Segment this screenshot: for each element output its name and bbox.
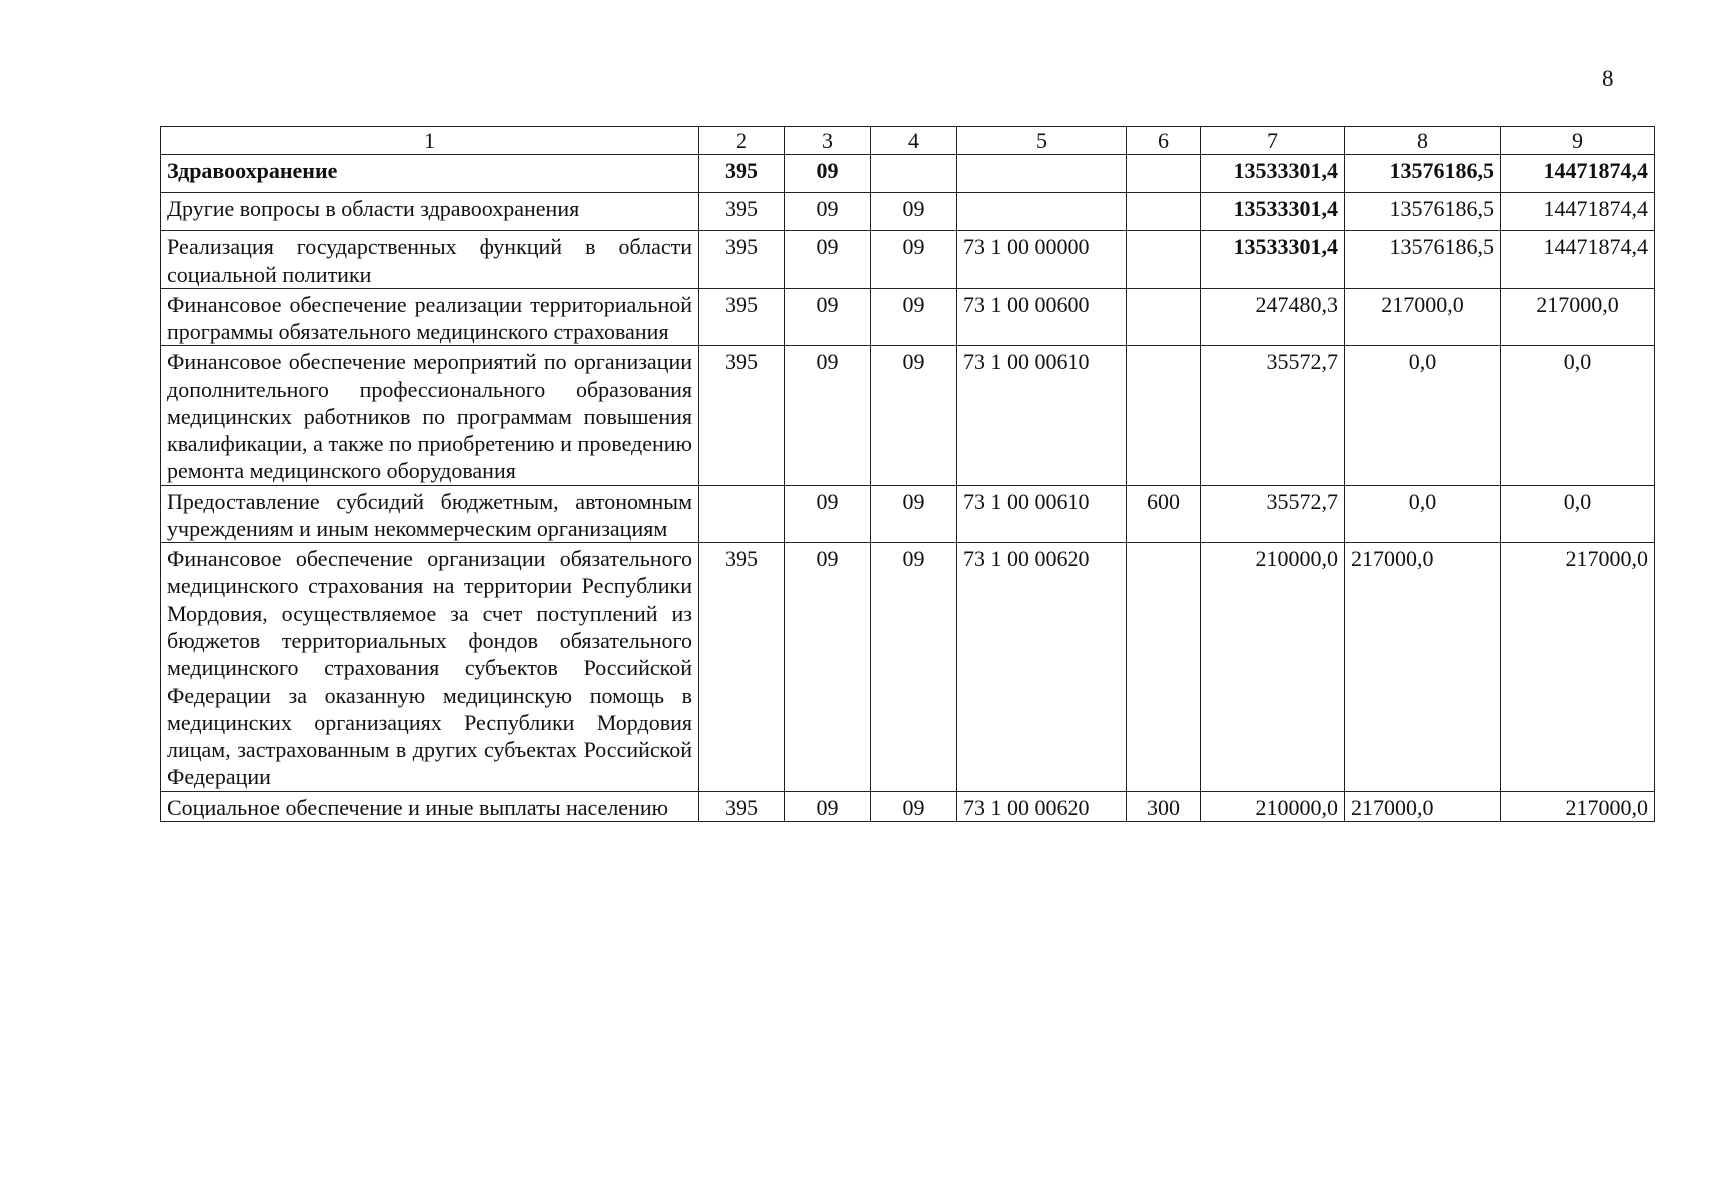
cell-col-3: 09 xyxy=(785,543,871,791)
cell-col-7: 210000,0 xyxy=(1201,543,1345,791)
cell-col-9: 14471874,4 xyxy=(1501,193,1655,231)
row-name: Реализация государственных функций в области социальной политики xyxy=(161,231,699,289)
cell-col-3: 09 xyxy=(785,791,871,821)
cell-col-5 xyxy=(957,193,1127,231)
table-row xyxy=(161,193,1655,231)
cell-col-9: 14471874,4 xyxy=(1501,155,1655,193)
cell-col-7: 210000,0 xyxy=(1201,791,1345,821)
cell-col-8: 217000,0 xyxy=(1345,543,1501,791)
cell-col-2 xyxy=(699,485,785,543)
cell-col-3: 09 xyxy=(785,346,871,485)
cell-col-2: 395 xyxy=(699,155,785,193)
cell-col-4: 09 xyxy=(871,543,957,791)
table-row xyxy=(161,231,1655,289)
cell-col-8: 13576186,5 xyxy=(1345,193,1501,231)
cell-col-7: 13533301,4 xyxy=(1201,231,1345,289)
cell-col-6: 300 xyxy=(1127,791,1201,821)
table-row xyxy=(161,346,1655,485)
cell-col-9: 0,0 xyxy=(1501,485,1655,543)
cell-col-9: 14471874,4 xyxy=(1501,231,1655,289)
cell-col-6 xyxy=(1127,193,1201,231)
column-number: 1 xyxy=(161,127,699,155)
column-number: 4 xyxy=(871,127,957,155)
cell-col-2: 395 xyxy=(699,193,785,231)
cell-col-3: 09 xyxy=(785,231,871,289)
cell-col-8: 217000,0 xyxy=(1345,791,1501,821)
row-name: Финансовое обеспечение организации обязательного медицинского страхования на территории Республики Мордовия, осуществляемое за счет поступлений из бюджетов территориальных фондов обязательного медицинского страхования субъектов Российской Федерации за оказанную медицинскую помощь в медицинских организациях Республики Мордовия лицам, застрахованным в других субъектах Российской Федерации xyxy=(161,543,699,791)
budget-table xyxy=(160,126,1655,822)
cell-col-8: 13576186,5 xyxy=(1345,155,1501,193)
cell-col-5 xyxy=(957,155,1127,193)
column-number: 3 xyxy=(785,127,871,155)
cell-col-6 xyxy=(1127,346,1201,485)
cell-col-2: 395 xyxy=(699,791,785,821)
cell-col-4: 09 xyxy=(871,193,957,231)
table-row xyxy=(161,791,1655,821)
cell-col-6 xyxy=(1127,288,1201,346)
row-name: Социальное обеспечение и иные выплаты населению xyxy=(161,791,699,821)
table-row xyxy=(161,485,1655,543)
cell-col-2: 395 xyxy=(699,288,785,346)
row-name: Финансовое обеспечение реализации территориальной программы обязательного медицинского страхования xyxy=(161,288,699,346)
row-name: Финансовое обеспечение мероприятий по организации дополнительного профессионального образования медицинских работников по программам повышения квалификации, а также по приобретению и проведению ремонта медицинского оборудования xyxy=(161,346,699,485)
row-name: Другие вопросы в области здравоохранения xyxy=(161,193,699,231)
cell-col-6 xyxy=(1127,155,1201,193)
cell-col-7: 35572,7 xyxy=(1201,346,1345,485)
cell-col-8: 0,0 xyxy=(1345,346,1501,485)
cell-col-4: 09 xyxy=(871,288,957,346)
cell-col-3: 09 xyxy=(785,155,871,193)
cell-col-3: 09 xyxy=(785,485,871,543)
column-number: 8 xyxy=(1345,127,1501,155)
column-number: 6 xyxy=(1127,127,1201,155)
cell-col-5: 73 1 00 00610 xyxy=(957,346,1127,485)
column-number: 2 xyxy=(699,127,785,155)
cell-col-8: 13576186,5 xyxy=(1345,231,1501,289)
column-number: 5 xyxy=(957,127,1127,155)
page-number: 8 xyxy=(1602,66,1614,91)
cell-col-8: 217000,0 xyxy=(1345,288,1501,346)
cell-col-5: 73 1 00 00600 xyxy=(957,288,1127,346)
cell-col-3: 09 xyxy=(785,288,871,346)
cell-col-9: 217000,0 xyxy=(1501,543,1655,791)
cell-col-7: 13533301,4 xyxy=(1201,193,1345,231)
cell-col-9: 217000,0 xyxy=(1501,791,1655,821)
cell-col-5: 73 1 00 00620 xyxy=(957,543,1127,791)
cell-col-5: 73 1 00 00620 xyxy=(957,791,1127,821)
cell-col-2: 395 xyxy=(699,231,785,289)
cell-col-6 xyxy=(1127,543,1201,791)
cell-col-2: 395 xyxy=(699,543,785,791)
cell-col-9: 0,0 xyxy=(1501,346,1655,485)
column-number: 7 xyxy=(1201,127,1345,155)
cell-col-7: 35572,7 xyxy=(1201,485,1345,543)
cell-col-4: 09 xyxy=(871,791,957,821)
cell-col-5: 73 1 00 00000 xyxy=(957,231,1127,289)
cell-col-4: 09 xyxy=(871,485,957,543)
cell-col-9: 217000,0 xyxy=(1501,288,1655,346)
cell-col-4 xyxy=(871,155,957,193)
cell-col-6 xyxy=(1127,231,1201,289)
table-row xyxy=(161,155,1655,193)
table-row xyxy=(161,288,1655,346)
cell-col-4: 09 xyxy=(871,231,957,289)
column-number: 9 xyxy=(1501,127,1655,155)
cell-col-3: 09 xyxy=(785,193,871,231)
table-row xyxy=(161,543,1655,791)
row-name: Предоставление субсидий бюджетным, автономным учреждениям и иным некоммерческим организациям xyxy=(161,485,699,543)
column-number-row xyxy=(161,127,1655,155)
cell-col-8: 0,0 xyxy=(1345,485,1501,543)
cell-col-6: 600 xyxy=(1127,485,1201,543)
cell-col-4: 09 xyxy=(871,346,957,485)
cell-col-7: 13533301,4 xyxy=(1201,155,1345,193)
cell-col-7: 247480,3 xyxy=(1201,288,1345,346)
cell-col-2: 395 xyxy=(699,346,785,485)
row-name: Здравоохранение xyxy=(161,155,699,193)
cell-col-5: 73 1 00 00610 xyxy=(957,485,1127,543)
